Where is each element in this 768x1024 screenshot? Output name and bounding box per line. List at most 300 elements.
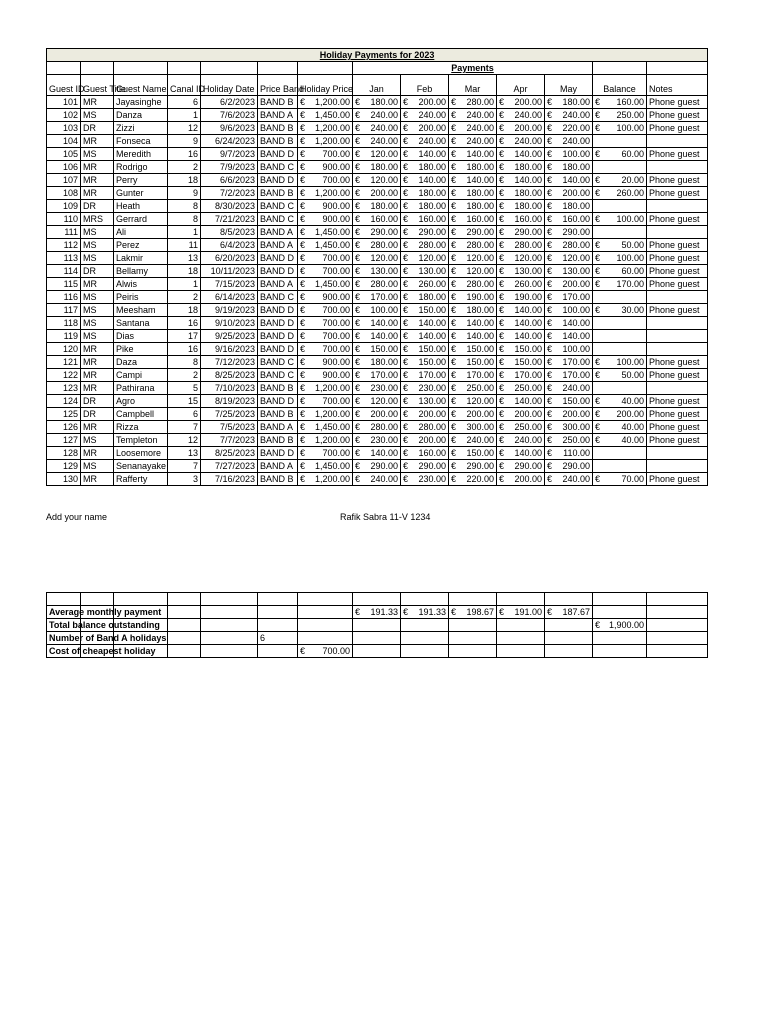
- holiday-date-cell[interactable]: 9/25/2023: [201, 330, 258, 343]
- jan-cell[interactable]: € 240.00: [353, 135, 401, 148]
- guest-title-cell[interactable]: DR: [81, 408, 114, 421]
- guest-title-cell[interactable]: MS: [81, 330, 114, 343]
- holiday-date-cell[interactable]: 6/14/2023: [201, 291, 258, 304]
- jan-cell[interactable]: € 280.00: [353, 421, 401, 434]
- guest-id-cell[interactable]: 106: [47, 161, 81, 174]
- mar-cell[interactable]: € 140.00: [449, 174, 497, 187]
- guest-id-cell[interactable]: 104: [47, 135, 81, 148]
- feb-cell[interactable]: € 160.00: [401, 213, 449, 226]
- guest-title-cell[interactable]: MR: [81, 96, 114, 109]
- price-band-cell[interactable]: BAND D: [258, 447, 298, 460]
- price-band-cell[interactable]: BAND B: [258, 408, 298, 421]
- notes-cell[interactable]: Phone guest: [647, 239, 708, 252]
- guest-id-cell[interactable]: 101: [47, 96, 81, 109]
- avg-feb-cell[interactable]: € 191.33: [401, 606, 449, 619]
- canal-id-cell[interactable]: 6: [168, 408, 201, 421]
- may-cell[interactable]: € 120.00: [545, 252, 593, 265]
- notes-cell[interactable]: [647, 447, 708, 460]
- jan-cell[interactable]: € 280.00: [353, 278, 401, 291]
- notes-cell[interactable]: Phone guest: [647, 304, 708, 317]
- mar-cell[interactable]: € 280.00: [449, 278, 497, 291]
- mar-cell[interactable]: € 150.00: [449, 356, 497, 369]
- guest-id-cell[interactable]: 114: [47, 265, 81, 278]
- guest-name-cell[interactable]: Dias: [114, 330, 168, 343]
- guest-title-cell[interactable]: MR: [81, 174, 114, 187]
- balance-cell[interactable]: [593, 226, 647, 239]
- jan-cell[interactable]: € 120.00: [353, 252, 401, 265]
- holiday-date-cell[interactable]: 6/2/2023: [201, 96, 258, 109]
- balance-cell[interactable]: [593, 330, 647, 343]
- guest-name-cell[interactable]: Senanayake: [114, 460, 168, 473]
- feb-cell[interactable]: € 260.00: [401, 278, 449, 291]
- holiday-price-cell[interactable]: € 1,200.00: [298, 434, 353, 447]
- canal-id-cell[interactable]: 13: [168, 252, 201, 265]
- jan-cell[interactable]: € 280.00: [353, 239, 401, 252]
- guest-name-cell[interactable]: Pathirana: [114, 382, 168, 395]
- price-band-cell[interactable]: BAND C: [258, 161, 298, 174]
- holiday-price-cell[interactable]: € 1,450.00: [298, 460, 353, 473]
- holiday-price-cell[interactable]: € 1,200.00: [298, 187, 353, 200]
- canal-id-cell[interactable]: 1: [168, 278, 201, 291]
- holiday-date-cell[interactable]: 9/6/2023: [201, 122, 258, 135]
- apr-cell[interactable]: € 240.00: [497, 135, 545, 148]
- holiday-date-cell[interactable]: 7/6/2023: [201, 109, 258, 122]
- feb-cell[interactable]: € 290.00: [401, 226, 449, 239]
- notes-cell[interactable]: Phone guest: [647, 473, 708, 486]
- apr-cell[interactable]: € 140.00: [497, 317, 545, 330]
- holiday-date-cell[interactable]: 6/24/2023: [201, 135, 258, 148]
- holiday-date-cell[interactable]: 8/19/2023: [201, 395, 258, 408]
- guest-title-cell[interactable]: MS: [81, 239, 114, 252]
- may-cell[interactable]: € 100.00: [545, 304, 593, 317]
- holiday-price-cell[interactable]: € 1,450.00: [298, 109, 353, 122]
- guest-name-cell[interactable]: Perry: [114, 174, 168, 187]
- mar-cell[interactable]: € 240.00: [449, 135, 497, 148]
- canal-id-cell[interactable]: 13: [168, 447, 201, 460]
- may-cell[interactable]: € 170.00: [545, 369, 593, 382]
- may-cell[interactable]: € 140.00: [545, 330, 593, 343]
- apr-cell[interactable]: € 140.00: [497, 174, 545, 187]
- canal-id-cell[interactable]: 17: [168, 330, 201, 343]
- guest-name-cell[interactable]: Heath: [114, 200, 168, 213]
- apr-cell[interactable]: € 180.00: [497, 161, 545, 174]
- mar-cell[interactable]: € 120.00: [449, 265, 497, 278]
- mar-cell[interactable]: € 150.00: [449, 447, 497, 460]
- holiday-date-cell[interactable]: 7/12/2023: [201, 356, 258, 369]
- holiday-price-cell[interactable]: € 1,200.00: [298, 96, 353, 109]
- mar-cell[interactable]: € 280.00: [449, 96, 497, 109]
- jan-cell[interactable]: € 140.00: [353, 447, 401, 460]
- apr-cell[interactable]: € 170.00: [497, 369, 545, 382]
- jan-cell[interactable]: € 180.00: [353, 96, 401, 109]
- notes-cell[interactable]: Phone guest: [647, 109, 708, 122]
- mar-cell[interactable]: € 180.00: [449, 304, 497, 317]
- guest-id-cell[interactable]: 109: [47, 200, 81, 213]
- mar-cell[interactable]: € 180.00: [449, 200, 497, 213]
- balance-cell[interactable]: € 40.00: [593, 434, 647, 447]
- balance-cell[interactable]: € 250.00: [593, 109, 647, 122]
- holiday-date-cell[interactable]: 9/10/2023: [201, 317, 258, 330]
- feb-cell[interactable]: € 140.00: [401, 148, 449, 161]
- jan-cell[interactable]: € 230.00: [353, 382, 401, 395]
- guest-id-cell[interactable]: 127: [47, 434, 81, 447]
- notes-cell[interactable]: Phone guest: [647, 148, 708, 161]
- canal-id-cell[interactable]: 9: [168, 187, 201, 200]
- header-guest-name[interactable]: Guest Name: [114, 75, 168, 96]
- notes-cell[interactable]: Phone guest: [647, 265, 708, 278]
- jan-cell[interactable]: € 240.00: [353, 122, 401, 135]
- holiday-date-cell[interactable]: 9/19/2023: [201, 304, 258, 317]
- guest-title-cell[interactable]: MR: [81, 161, 114, 174]
- guest-id-cell[interactable]: 121: [47, 356, 81, 369]
- guest-id-cell[interactable]: 124: [47, 395, 81, 408]
- average-monthly-payment-label[interactable]: Average monthly payment: [47, 606, 81, 619]
- canal-id-cell[interactable]: 1: [168, 226, 201, 239]
- guest-name-cell[interactable]: Templeton: [114, 434, 168, 447]
- holiday-date-cell[interactable]: 7/21/2023: [201, 213, 258, 226]
- avg-may-cell[interactable]: € 187.67: [545, 606, 593, 619]
- price-band-cell[interactable]: BAND D: [258, 343, 298, 356]
- guest-id-cell[interactable]: 103: [47, 122, 81, 135]
- student-name-value[interactable]: Rafik Sabra 11-V 1234: [340, 512, 431, 522]
- guest-title-cell[interactable]: MR: [81, 135, 114, 148]
- canal-id-cell[interactable]: 6: [168, 96, 201, 109]
- feb-cell[interactable]: € 140.00: [401, 317, 449, 330]
- feb-cell[interactable]: € 140.00: [401, 330, 449, 343]
- apr-cell[interactable]: € 180.00: [497, 187, 545, 200]
- header-notes[interactable]: Notes: [647, 75, 708, 96]
- balance-cell[interactable]: € 260.00: [593, 187, 647, 200]
- notes-cell[interactable]: [647, 382, 708, 395]
- apr-cell[interactable]: € 250.00: [497, 382, 545, 395]
- mar-cell[interactable]: € 220.00: [449, 473, 497, 486]
- balance-cell[interactable]: € 100.00: [593, 356, 647, 369]
- mar-cell[interactable]: € 190.00: [449, 291, 497, 304]
- canal-id-cell[interactable]: 8: [168, 356, 201, 369]
- may-cell[interactable]: € 170.00: [545, 356, 593, 369]
- jan-cell[interactable]: € 290.00: [353, 460, 401, 473]
- guest-title-cell[interactable]: MR: [81, 343, 114, 356]
- mar-cell[interactable]: € 200.00: [449, 408, 497, 421]
- notes-cell[interactable]: Phone guest: [647, 122, 708, 135]
- holiday-price-cell[interactable]: € 700.00: [298, 317, 353, 330]
- price-band-cell[interactable]: BAND D: [258, 304, 298, 317]
- canal-id-cell[interactable]: 8: [168, 200, 201, 213]
- price-band-cell[interactable]: BAND D: [258, 148, 298, 161]
- may-cell[interactable]: € 140.00: [545, 317, 593, 330]
- feb-cell[interactable]: € 280.00: [401, 239, 449, 252]
- holiday-date-cell[interactable]: 7/15/2023: [201, 278, 258, 291]
- may-cell[interactable]: € 180.00: [545, 200, 593, 213]
- feb-cell[interactable]: € 130.00: [401, 395, 449, 408]
- guest-name-cell[interactable]: Perez: [114, 239, 168, 252]
- may-cell[interactable]: € 130.00: [545, 265, 593, 278]
- holiday-price-cell[interactable]: € 1,450.00: [298, 278, 353, 291]
- notes-cell[interactable]: [647, 161, 708, 174]
- notes-cell[interactable]: Phone guest: [647, 408, 708, 421]
- price-band-cell[interactable]: BAND C: [258, 213, 298, 226]
- feb-cell[interactable]: € 170.00: [401, 369, 449, 382]
- may-cell[interactable]: € 100.00: [545, 148, 593, 161]
- header-holiday-date[interactable]: Holiday Date: [201, 75, 258, 96]
- mar-cell[interactable]: € 140.00: [449, 330, 497, 343]
- may-cell[interactable]: € 250.00: [545, 434, 593, 447]
- canal-id-cell[interactable]: 16: [168, 317, 201, 330]
- guest-title-cell[interactable]: MR: [81, 356, 114, 369]
- holiday-price-cell[interactable]: € 900.00: [298, 369, 353, 382]
- canal-id-cell[interactable]: 12: [168, 122, 201, 135]
- header-holiday-price[interactable]: Holiday Price: [298, 75, 353, 96]
- price-band-cell[interactable]: BAND B: [258, 473, 298, 486]
- feb-cell[interactable]: € 130.00: [401, 265, 449, 278]
- mar-cell[interactable]: € 250.00: [449, 382, 497, 395]
- holiday-price-cell[interactable]: € 700.00: [298, 447, 353, 460]
- guest-id-cell[interactable]: 122: [47, 369, 81, 382]
- holiday-price-cell[interactable]: € 700.00: [298, 395, 353, 408]
- guest-id-cell[interactable]: 128: [47, 447, 81, 460]
- guest-title-cell[interactable]: MR: [81, 187, 114, 200]
- guest-id-cell[interactable]: 126: [47, 421, 81, 434]
- balance-cell[interactable]: [593, 447, 647, 460]
- notes-cell[interactable]: Phone guest: [647, 213, 708, 226]
- apr-cell[interactable]: € 200.00: [497, 122, 545, 135]
- price-band-cell[interactable]: BAND B: [258, 434, 298, 447]
- guest-name-cell[interactable]: Loosemore: [114, 447, 168, 460]
- guest-name-cell[interactable]: Rizza: [114, 421, 168, 434]
- balance-cell[interactable]: € 200.00: [593, 408, 647, 421]
- notes-cell[interactable]: [647, 291, 708, 304]
- mar-cell[interactable]: € 170.00: [449, 369, 497, 382]
- canal-id-cell[interactable]: 16: [168, 343, 201, 356]
- price-band-cell[interactable]: BAND B: [258, 382, 298, 395]
- price-band-cell[interactable]: BAND D: [258, 174, 298, 187]
- guest-id-cell[interactable]: 113: [47, 252, 81, 265]
- may-cell[interactable]: € 200.00: [545, 187, 593, 200]
- feb-cell[interactable]: € 180.00: [401, 291, 449, 304]
- apr-cell[interactable]: € 140.00: [497, 148, 545, 161]
- may-cell[interactable]: € 240.00: [545, 135, 593, 148]
- holiday-price-cell[interactable]: € 1,450.00: [298, 239, 353, 252]
- holiday-date-cell[interactable]: 6/6/2023: [201, 174, 258, 187]
- mar-cell[interactable]: € 120.00: [449, 395, 497, 408]
- notes-cell[interactable]: [647, 330, 708, 343]
- apr-cell[interactable]: € 200.00: [497, 96, 545, 109]
- holiday-date-cell[interactable]: 10/11/2023: [201, 265, 258, 278]
- may-cell[interactable]: € 200.00: [545, 278, 593, 291]
- notes-cell[interactable]: [647, 200, 708, 213]
- feb-cell[interactable]: € 200.00: [401, 408, 449, 421]
- mar-cell[interactable]: € 180.00: [449, 161, 497, 174]
- canal-id-cell[interactable]: 18: [168, 174, 201, 187]
- holiday-date-cell[interactable]: 8/5/2023: [201, 226, 258, 239]
- price-band-cell[interactable]: BAND B: [258, 135, 298, 148]
- price-band-cell[interactable]: BAND D: [258, 317, 298, 330]
- apr-cell[interactable]: € 140.00: [497, 330, 545, 343]
- guest-name-cell[interactable]: Santana: [114, 317, 168, 330]
- holiday-date-cell[interactable]: 8/25/2023: [201, 447, 258, 460]
- apr-cell[interactable]: € 120.00: [497, 252, 545, 265]
- balance-cell[interactable]: € 100.00: [593, 122, 647, 135]
- jan-cell[interactable]: € 120.00: [353, 148, 401, 161]
- guest-name-cell[interactable]: Zizzi: [114, 122, 168, 135]
- apr-cell[interactable]: € 180.00: [497, 200, 545, 213]
- cheapest-holiday-cell[interactable]: € 700.00: [298, 645, 353, 658]
- guest-name-cell[interactable]: Alwis: [114, 278, 168, 291]
- guest-title-cell[interactable]: MS: [81, 434, 114, 447]
- balance-cell[interactable]: € 60.00: [593, 265, 647, 278]
- holiday-date-cell[interactable]: 9/7/2023: [201, 148, 258, 161]
- guest-name-cell[interactable]: Jayasinghe: [114, 96, 168, 109]
- holiday-price-cell[interactable]: € 900.00: [298, 213, 353, 226]
- balance-cell[interactable]: [593, 200, 647, 213]
- mar-cell[interactable]: € 290.00: [449, 460, 497, 473]
- notes-cell[interactable]: [647, 343, 708, 356]
- guest-title-cell[interactable]: MS: [81, 252, 114, 265]
- guest-name-cell[interactable]: Ali: [114, 226, 168, 239]
- feb-cell[interactable]: € 180.00: [401, 161, 449, 174]
- holiday-date-cell[interactable]: 9/16/2023: [201, 343, 258, 356]
- price-band-cell[interactable]: BAND C: [258, 291, 298, 304]
- notes-cell[interactable]: Phone guest: [647, 395, 708, 408]
- holiday-date-cell[interactable]: 7/2/2023: [201, 187, 258, 200]
- guest-title-cell[interactable]: MR: [81, 369, 114, 382]
- apr-cell[interactable]: € 160.00: [497, 213, 545, 226]
- header-price-band[interactable]: Price Band: [258, 75, 298, 96]
- feb-cell[interactable]: € 290.00: [401, 460, 449, 473]
- total-balance-label[interactable]: Total balance outstanding: [47, 619, 81, 632]
- header-guest-id[interactable]: Guest ID: [47, 75, 81, 96]
- notes-cell[interactable]: [647, 317, 708, 330]
- balance-cell[interactable]: [593, 291, 647, 304]
- price-band-cell[interactable]: BAND D: [258, 395, 298, 408]
- guest-id-cell[interactable]: 129: [47, 460, 81, 473]
- may-cell[interactable]: € 290.00: [545, 460, 593, 473]
- guest-title-cell[interactable]: MS: [81, 460, 114, 473]
- may-cell[interactable]: € 240.00: [545, 473, 593, 486]
- apr-cell[interactable]: € 140.00: [497, 304, 545, 317]
- jan-cell[interactable]: € 140.00: [353, 317, 401, 330]
- canal-id-cell[interactable]: 15: [168, 395, 201, 408]
- feb-cell[interactable]: € 230.00: [401, 473, 449, 486]
- price-band-cell[interactable]: BAND D: [258, 330, 298, 343]
- guest-name-cell[interactable]: Pike: [114, 343, 168, 356]
- holiday-price-cell[interactable]: € 900.00: [298, 291, 353, 304]
- guest-id-cell[interactable]: 123: [47, 382, 81, 395]
- notes-cell[interactable]: [647, 226, 708, 239]
- holiday-price-cell[interactable]: € 700.00: [298, 265, 353, 278]
- canal-id-cell[interactable]: 9: [168, 135, 201, 148]
- header-canal-id[interactable]: Canal ID: [168, 75, 201, 96]
- price-band-cell[interactable]: BAND C: [258, 356, 298, 369]
- band-a-count-label[interactable]: Number of Band A holidays: [47, 632, 81, 645]
- guest-name-cell[interactable]: Agro: [114, 395, 168, 408]
- mar-cell[interactable]: € 180.00: [449, 187, 497, 200]
- balance-cell[interactable]: [593, 460, 647, 473]
- guest-title-cell[interactable]: MS: [81, 148, 114, 161]
- balance-cell[interactable]: € 40.00: [593, 395, 647, 408]
- holiday-date-cell[interactable]: 7/10/2023: [201, 382, 258, 395]
- mar-cell[interactable]: € 140.00: [449, 148, 497, 161]
- feb-cell[interactable]: € 140.00: [401, 174, 449, 187]
- guest-title-cell[interactable]: MS: [81, 291, 114, 304]
- holiday-price-cell[interactable]: € 700.00: [298, 252, 353, 265]
- price-band-cell[interactable]: BAND C: [258, 200, 298, 213]
- price-band-cell[interactable]: BAND A: [258, 421, 298, 434]
- holiday-price-cell[interactable]: € 700.00: [298, 174, 353, 187]
- jan-cell[interactable]: € 120.00: [353, 395, 401, 408]
- canal-id-cell[interactable]: 18: [168, 304, 201, 317]
- price-band-cell[interactable]: BAND B: [258, 96, 298, 109]
- may-cell[interactable]: € 300.00: [545, 421, 593, 434]
- jan-cell[interactable]: € 240.00: [353, 109, 401, 122]
- holiday-price-cell[interactable]: € 700.00: [298, 148, 353, 161]
- price-band-cell[interactable]: BAND A: [258, 109, 298, 122]
- canal-id-cell[interactable]: 11: [168, 239, 201, 252]
- header-feb[interactable]: Feb: [401, 75, 449, 96]
- may-cell[interactable]: € 150.00: [545, 395, 593, 408]
- balance-cell[interactable]: € 70.00: [593, 473, 647, 486]
- holiday-price-cell[interactable]: € 900.00: [298, 356, 353, 369]
- holiday-price-cell[interactable]: € 700.00: [298, 304, 353, 317]
- guest-id-cell[interactable]: 107: [47, 174, 81, 187]
- may-cell[interactable]: € 170.00: [545, 291, 593, 304]
- apr-cell[interactable]: € 190.00: [497, 291, 545, 304]
- jan-cell[interactable]: € 230.00: [353, 434, 401, 447]
- guest-title-cell[interactable]: DR: [81, 122, 114, 135]
- holiday-price-cell[interactable]: € 1,200.00: [298, 122, 353, 135]
- mar-cell[interactable]: € 300.00: [449, 421, 497, 434]
- feb-cell[interactable]: € 280.00: [401, 421, 449, 434]
- may-cell[interactable]: € 180.00: [545, 161, 593, 174]
- guest-title-cell[interactable]: DR: [81, 395, 114, 408]
- holiday-price-cell[interactable]: € 1,450.00: [298, 226, 353, 239]
- mar-cell[interactable]: € 120.00: [449, 252, 497, 265]
- notes-cell[interactable]: [647, 460, 708, 473]
- canal-id-cell[interactable]: 5: [168, 382, 201, 395]
- may-cell[interactable]: € 240.00: [545, 109, 593, 122]
- price-band-cell[interactable]: BAND A: [258, 460, 298, 473]
- jan-cell[interactable]: € 100.00: [353, 304, 401, 317]
- balance-cell[interactable]: € 50.00: [593, 239, 647, 252]
- mar-cell[interactable]: € 240.00: [449, 109, 497, 122]
- may-cell[interactable]: € 240.00: [545, 382, 593, 395]
- guest-name-cell[interactable]: Campi: [114, 369, 168, 382]
- guest-id-cell[interactable]: 125: [47, 408, 81, 421]
- balance-cell[interactable]: € 170.00: [593, 278, 647, 291]
- holiday-date-cell[interactable]: 7/5/2023: [201, 421, 258, 434]
- guest-id-cell[interactable]: 110: [47, 213, 81, 226]
- guest-title-cell[interactable]: MS: [81, 304, 114, 317]
- payments-header[interactable]: Payments: [353, 62, 593, 75]
- guest-id-cell[interactable]: 112: [47, 239, 81, 252]
- guest-title-cell[interactable]: MRS: [81, 213, 114, 226]
- jan-cell[interactable]: € 180.00: [353, 200, 401, 213]
- notes-cell[interactable]: Phone guest: [647, 187, 708, 200]
- balance-cell[interactable]: € 60.00: [593, 148, 647, 161]
- notes-cell[interactable]: Phone guest: [647, 174, 708, 187]
- holiday-date-cell[interactable]: 6/20/2023: [201, 252, 258, 265]
- guest-name-cell[interactable]: Meredith: [114, 148, 168, 161]
- canal-id-cell[interactable]: 1: [168, 109, 201, 122]
- holiday-date-cell[interactable]: 8/25/2023: [201, 369, 258, 382]
- guest-title-cell[interactable]: MS: [81, 317, 114, 330]
- feb-cell[interactable]: € 240.00: [401, 109, 449, 122]
- apr-cell[interactable]: € 200.00: [497, 473, 545, 486]
- holiday-date-cell[interactable]: 6/4/2023: [201, 239, 258, 252]
- mar-cell[interactable]: € 140.00: [449, 317, 497, 330]
- feb-cell[interactable]: € 200.00: [401, 122, 449, 135]
- sheet-title[interactable]: Holiday Payments for 2023: [47, 49, 708, 62]
